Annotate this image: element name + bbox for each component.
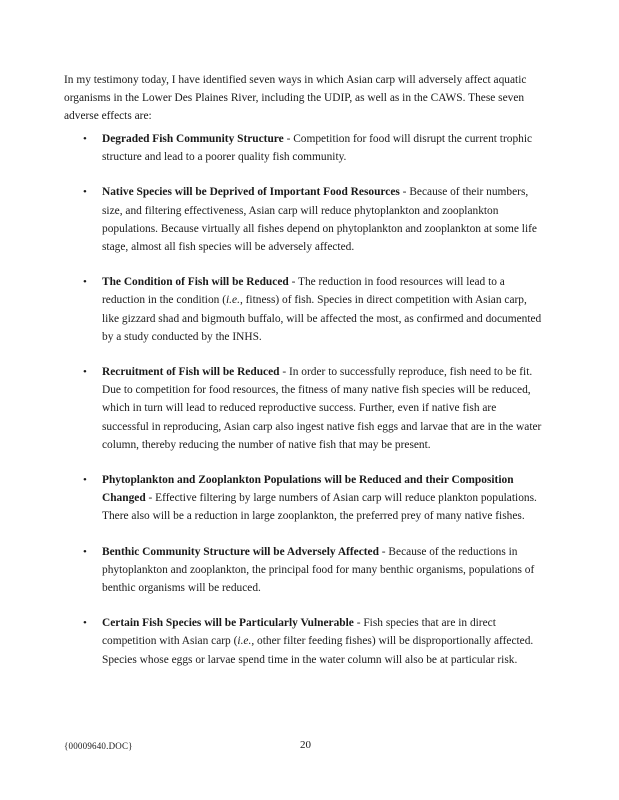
effect-title: Benthic Community Structure will be Adversely Affected bbox=[102, 545, 379, 558]
document-id: {00009640.DOC} bbox=[64, 741, 133, 751]
adverse-effect-item bbox=[64, 130, 544, 166]
adverse-effect-item bbox=[64, 471, 544, 526]
adverse-effect-item bbox=[64, 543, 544, 598]
adverse-effects-list bbox=[64, 130, 544, 686]
effect-title: Phytoplankton and Zooplankton Populations will be Reduced and their Composition Changed bbox=[102, 474, 514, 505]
effect-text: - Effective filtering by large numbers of Asian carp will reduce plankton populations. There also will be a reduction in large zooplankton, the preferred prey of many native fishes. bbox=[102, 492, 537, 523]
adverse-effect-item bbox=[64, 363, 544, 454]
adverse-effect-item bbox=[64, 614, 544, 669]
effect-text: - Fish species that are in direct competition with Asian carp ( bbox=[102, 617, 496, 648]
bullet-icon: • bbox=[83, 366, 87, 379]
bullet-icon: • bbox=[83, 474, 87, 487]
adverse-effect-item bbox=[64, 183, 544, 256]
effect-title: Recruitment of Fish will be Reduced bbox=[102, 366, 280, 379]
effect-text: - The reduction in food resources will lead to a reduction in the condition ( bbox=[102, 276, 505, 307]
effect-text: - Competition for food will disrupt the current trophic structure and lead to a poorer quality fish community. bbox=[102, 133, 533, 164]
effect-title: Certain Fish Species will be Particularly Vulnerable bbox=[102, 617, 354, 630]
effect-text: - In order to successfully reproduce, fish need to be fit. Due to competition for food resources, the fitness of many native fish species will be reduced, which in turn will lead to reduced reproductive success. Further, even if native fish are successful in reproducing, Asian carp also ingest native fish eggs and larvae that are in the water column, thereby reducing the number of native fish that may be present. bbox=[102, 366, 542, 451]
bullet-icon: • bbox=[83, 617, 87, 630]
page-number: 20 bbox=[300, 739, 311, 751]
adverse-effect-item bbox=[64, 273, 544, 346]
effect-text-italic: i.e. bbox=[237, 635, 252, 648]
effect-title: The Condition of Fish will be Reduced bbox=[102, 276, 289, 289]
bullet-icon: • bbox=[83, 186, 87, 199]
bullet-icon: • bbox=[83, 133, 87, 145]
effect-title: Degraded Fish Community Structure bbox=[102, 133, 284, 145]
effect-text: , other filter feeding fishes) will be disproportionally affected. Species whose eggs or larvae spend time in the water column will also be at particular risk. bbox=[102, 635, 534, 666]
bullet-icon: • bbox=[83, 276, 87, 289]
bullet-icon: • bbox=[83, 545, 87, 558]
intro-paragraph: In my testimony today, I have identified seven ways in which Asian carp will adversely affect aquatic organisms in the Lower Des Plaines River, including the UDIP, as well as in the CAWS. These seven adverse effects are: bbox=[64, 74, 527, 122]
effect-text: , fitness) of fish. Species in direct competition with Asian carp, like gizzard shad and bigmouth buffalo, will be affected the most, as confirmed and documented by a study conducted by the INHS. bbox=[102, 294, 542, 343]
effect-text: - Because of the reductions in phytoplankton and zooplankton, the principal food for many benthic organisms, populations of benthic organisms will be reduced. bbox=[102, 545, 535, 595]
effect-text: - Because of their numbers, size, and filtering effectiveness, Asian carp will reduce phytoplankton and zooplankton populations. Because virtually all fishes depend on phytoplankton and zooplankton at some life stage, almost all fish species will be adversely affected. bbox=[102, 186, 537, 254]
effect-title: Native Species will be Deprived of Important Food Resources bbox=[102, 186, 400, 199]
effect-text-italic: i.e. bbox=[226, 294, 240, 307]
